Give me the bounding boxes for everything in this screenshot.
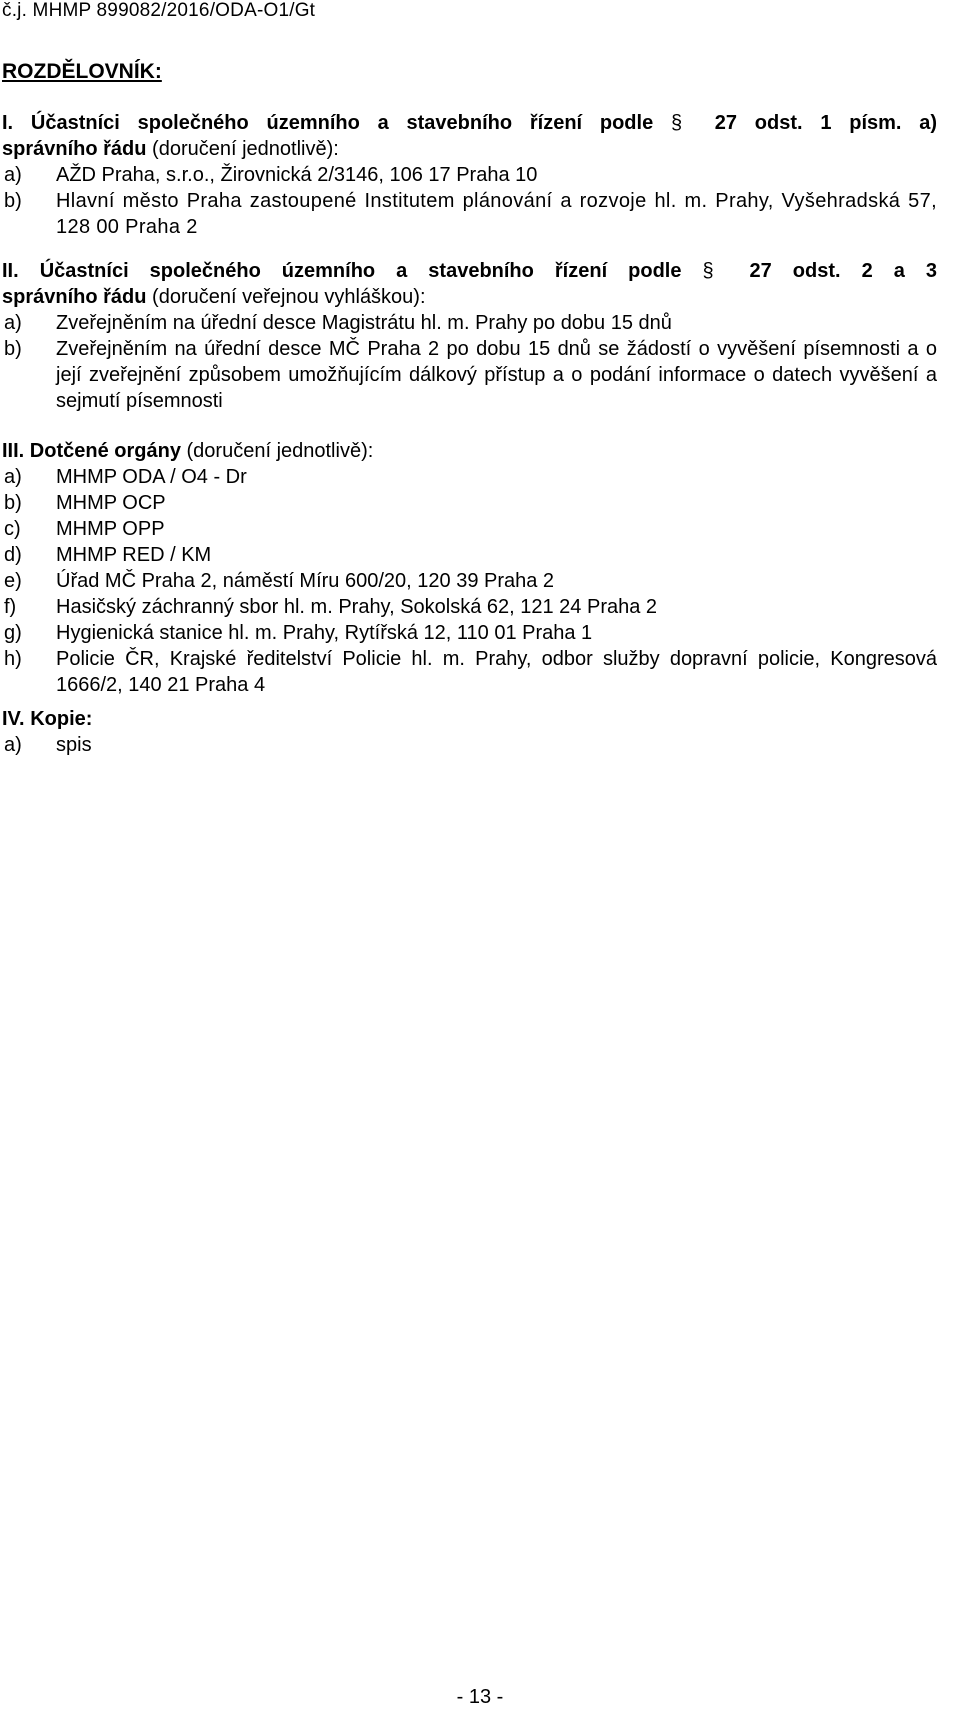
list-marker: g) — [4, 622, 22, 644]
document-reference: č.j. MHMP 899082/2016/ODA-O1/Gt — [2, 0, 316, 21]
list-item — [2, 310, 937, 336]
list-item-text: Hlavní město Praha zastoupené Institutem plánování a rozvoje hl. m. Prahy, Vyšehradská 57, 128 00 Praha 2 — [56, 190, 937, 238]
section-2-heading-text: Účastníci společného územního a stavebního řízení podle — [39, 260, 682, 282]
section-2-list — [2, 310, 937, 414]
list-marker: b) — [4, 338, 22, 360]
list-item — [2, 594, 937, 620]
list-item — [2, 516, 937, 542]
list-item-text: Hasičský záchranný sbor hl. m. Prahy, Sokolská 62, 121 24 Praha 2 — [56, 596, 658, 618]
list-item — [2, 490, 937, 516]
section-1-heading-law: správního řádu — [2, 138, 147, 160]
list-item — [2, 568, 937, 594]
section-2-heading-ref: 27 odst. 2 a 3 — [749, 260, 938, 282]
section-2 — [2, 258, 937, 414]
section-4-heading-text: Kopie: — [30, 708, 93, 730]
list-item — [2, 188, 937, 240]
section-1 — [2, 110, 937, 240]
page-number: - 13 - — [456, 1686, 504, 1708]
section-4 — [2, 706, 937, 758]
list-item — [2, 620, 937, 646]
list-item-text: spis — [56, 734, 92, 756]
section-2-delivery-note: (doručení veřejnou vyhláškou): — [152, 286, 426, 308]
list-marker: f) — [4, 596, 17, 618]
list-marker: a) — [4, 312, 22, 334]
section-3-heading — [2, 438, 937, 464]
list-item-text: Úřad MČ Praha 2, náměstí Míru 600/20, 120 39 Praha 2 — [56, 570, 555, 592]
distribution-list-title: ROZDĚLOVNÍK: — [2, 60, 162, 83]
list-marker: b) — [4, 190, 22, 212]
list-item — [2, 542, 937, 568]
section-3-heading-text: Dotčené orgány — [29, 440, 181, 462]
list-item-text: AŽD Praha, s.r.o., Žirovnická 2/3146, 106 17 Praha 10 — [56, 164, 538, 186]
section-3-list — [2, 464, 937, 698]
list-item-text: Hygienická stanice hl. m. Prahy, Rytířská 12, 110 01 Praha 1 — [56, 622, 593, 644]
section-2-number: II. — [2, 260, 19, 282]
list-item — [2, 646, 937, 698]
section-1-heading-text: Účastníci společného územního a stavebního řízení podle — [30, 112, 654, 134]
section-1-heading — [2, 110, 937, 136]
list-marker: b) — [4, 492, 22, 514]
paragraph-symbol: § — [670, 112, 683, 134]
list-item-text: MHMP OCP — [56, 492, 166, 514]
list-marker: e) — [4, 570, 22, 592]
section-4-list — [2, 732, 937, 758]
list-item-text: Policie ČR, Krajské ředitelství Policie hl. m. Prahy, odbor služby dopravní policie, Kongresová 1666/2, 140 21 Praha 4 — [56, 648, 937, 696]
list-marker: a) — [4, 466, 22, 488]
section-3-number: III. — [2, 440, 25, 462]
list-item-text: MHMP ODA / O4 - Dr — [56, 466, 247, 488]
list-marker: d) — [4, 544, 22, 566]
list-item-text: Zveřejněním na úřední desce MČ Praha 2 po dobu 15 dnů se žádostí o vyvěšení písemnosti a o její zveřejnění způsobem umožňujícím dálkový přístup a o podání informace o datech vyvěšení a sejmutí písemnosti — [56, 338, 937, 412]
section-1-delivery-note: (doručení jednotlivě): — [152, 138, 339, 160]
list-item — [2, 336, 937, 414]
list-marker: h) — [4, 648, 22, 670]
list-marker: c) — [4, 518, 21, 540]
section-2-subheading — [2, 284, 937, 310]
list-marker: a) — [4, 734, 22, 756]
list-item-text: MHMP OPP — [56, 518, 165, 540]
section-2-heading — [2, 258, 937, 284]
section-1-number: I. — [2, 112, 14, 134]
section-2-heading-law: správního řádu — [2, 286, 147, 308]
section-3-delivery-note: (doručení jednotlivě): — [186, 440, 374, 462]
paragraph-symbol: § — [702, 260, 714, 282]
section-4-heading — [2, 706, 937, 732]
section-1-list — [2, 162, 937, 240]
section-4-number: IV. — [2, 708, 25, 730]
list-item-text: MHMP RED / KM — [56, 544, 212, 566]
list-item — [2, 732, 937, 758]
list-item — [2, 162, 937, 188]
list-item-text: Zveřejněním na úřední desce Magistrátu hl. m. Prahy po dobu 15 dnů — [56, 312, 672, 334]
section-3 — [2, 438, 937, 698]
section-1-heading-ref: 27 odst. 1 písm. a) — [714, 112, 938, 134]
list-marker: a) — [4, 164, 22, 186]
list-item — [2, 464, 937, 490]
section-1-subheading — [2, 136, 937, 162]
